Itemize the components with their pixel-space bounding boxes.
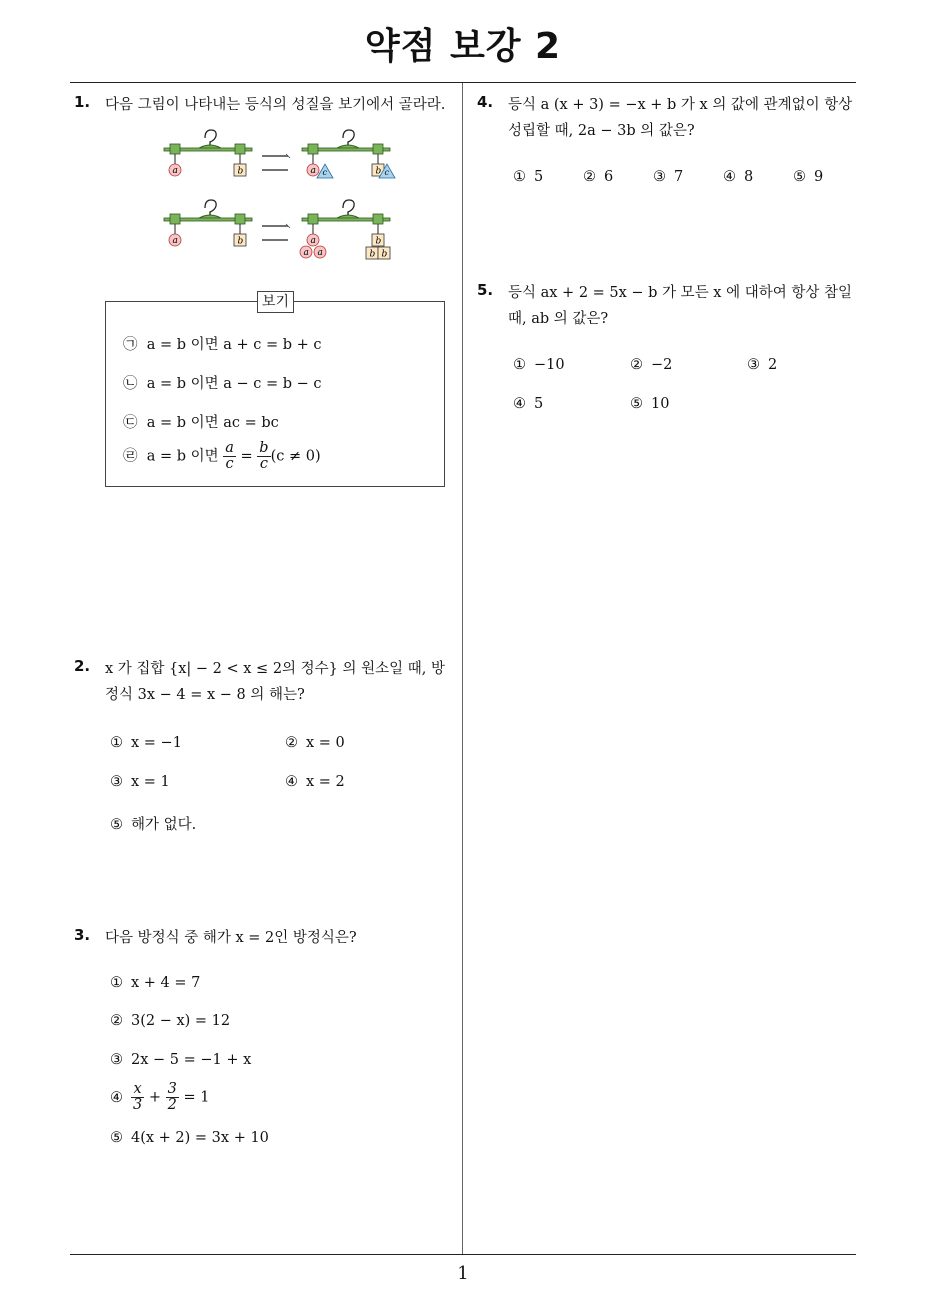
fraction: $\frac{a}{c}$ [225,440,234,472]
choice-text: 10 [651,396,670,412]
choice-3[interactable] [653,169,683,185]
choice-2[interactable] [110,1013,230,1029]
question-text: 때, ab 의 값은? [508,311,609,327]
choice-text: 2 [768,357,778,373]
choice-1[interactable] [110,975,200,991]
choice-mark: ③ [653,169,666,185]
choice-mark: ⑤ [630,396,643,412]
column-divider [462,83,463,1254]
question-text: x 가 집합 {x| − 2 < x ≤ 2의 정수} 의 원소일 때, 방 [105,661,445,677]
choice-text: x = −1 [131,735,182,751]
choice-mark: ④ [110,1089,123,1106]
page-number: 1 [457,1263,469,1284]
choice-mark: ② [583,169,596,185]
weight-b-label: b [381,249,388,260]
equals-sign: = [240,448,253,465]
choice-2[interactable] [285,735,345,751]
question-text: 성립할 때, 2a − 3b 의 값은? [508,123,695,139]
bogi-item [123,411,279,432]
choice-1[interactable] [110,735,182,751]
item-mark: ㉢ [123,415,138,431]
page-title: 약점 보강 2 [364,26,562,67]
choice-text: 5 [534,169,544,185]
fraction: $\frac{3}{2}$ [167,1081,177,1113]
choice-4[interactable] [723,169,753,185]
choice-mark: ① [513,357,526,373]
choice-2[interactable] [630,357,672,373]
question-text: 등식 a (x + 3) = −x + b 가 x 의 값에 관계없이 항상 [508,97,853,113]
item-mark: ㉠ [123,337,138,353]
item-mark: ㉣ [123,448,138,465]
weight-a-label: a [172,166,178,176]
weight-b-label: b [237,236,244,247]
weight-b-label: b [369,249,376,260]
choice-2[interactable] [583,169,613,185]
weight-c-label: c [322,168,327,177]
balance-figure [160,124,400,266]
question-text: 등식 ax + 2 = 5x − b 가 모든 x 에 대하여 항상 참일 [508,285,852,301]
item-text: a = b 이면 [146,448,219,465]
header-rule [70,82,856,83]
choice-text: = 1 [183,1089,210,1106]
choice-4[interactable] [110,1082,209,1113]
question-number: 4. [477,93,494,111]
question-number: 3. [74,926,91,944]
choice-1[interactable] [513,169,543,185]
choice-text: 4(x + 2) = 3x + 10 [131,1130,269,1146]
weight-b-label: b [375,166,382,177]
item-text: a = b 이면 ac = bc [146,415,279,431]
choice-mark: ③ [747,357,760,373]
item-text: (c ≠ 0) [270,448,321,465]
weight-a-label: a [303,248,309,258]
choice-text: x = 2 [306,774,345,790]
choice-mark: ④ [723,169,736,185]
question-number: 1. [74,93,91,111]
choice-mark: ② [630,357,643,373]
choice-5[interactable] [630,396,669,412]
choice-5[interactable] [793,169,823,185]
choice-text: 3(2 − x) = 12 [131,1013,231,1029]
weight-b-label: b [375,236,382,247]
choice-text: 5 [534,396,544,412]
choice-4[interactable] [513,396,543,412]
question-number: 2. [74,657,91,675]
choice-mark: ⑤ [110,817,123,833]
choice-5[interactable] [110,813,196,834]
bogi-item [123,333,322,354]
hanger-icon [164,130,252,164]
choice-text: −10 [534,357,565,373]
choice-text: x + 4 = 7 [131,975,201,991]
footer-rule [70,1254,856,1255]
weight-a-label: a [172,236,178,246]
choice-mark: ② [110,1013,123,1029]
bogi-title: 보기 [257,291,294,313]
plus-sign: + [148,1089,161,1106]
choice-text: 6 [604,169,614,185]
weight-a-label: a [317,248,323,258]
choice-3[interactable] [110,774,170,790]
question-number: 5. [477,281,494,299]
weight-b-label: b [237,166,244,177]
choice-mark: ① [110,975,123,991]
weight-c-label: c [384,168,389,177]
choice-text: −2 [651,357,673,373]
choice-5[interactable] [110,1130,269,1146]
choice-text: 7 [674,169,684,185]
choice-text: x = 0 [306,735,345,751]
choice-mark: ③ [110,774,123,790]
choice-text: 2x − 5 = −1 + x [131,1052,252,1068]
choice-3[interactable] [110,1052,251,1068]
weight-a-label: a [310,236,316,246]
item-text: a = b 이면 a + c = b + c [146,337,322,353]
item-text: a = b 이면 a − c = b − c [146,376,322,392]
choice-mark: ② [285,735,298,751]
question-text: 다음 방정식 중 해가 x = 2인 방정식은? [105,930,357,946]
choice-text: 9 [814,169,824,185]
choice-mark: ⑤ [793,169,806,185]
choice-3[interactable] [747,357,777,373]
bogi-box [105,294,445,487]
choice-text: 해가 없다. [131,817,197,833]
choice-mark: ③ [110,1052,123,1068]
choice-4[interactable] [285,774,345,790]
bogi-item [123,372,322,393]
choice-text: 8 [744,169,754,185]
question-text: 다음 그림이 나타내는 등식의 성질을 보기에서 골라라. [105,97,446,113]
item-mark: ㉡ [123,376,138,392]
bogi-item [123,441,321,472]
choice-1[interactable] [513,357,565,373]
choice-mark: ① [513,169,526,185]
choice-mark: ④ [285,774,298,790]
fraction: $\frac{b}{c}$ [259,440,269,472]
choice-text: x = 1 [131,774,170,790]
choice-mark: ④ [513,396,526,412]
question-text: 정식 3x − 4 = x − 8 의 해는? [105,687,305,703]
choice-mark: ⑤ [110,1130,123,1146]
fraction: $\frac{x}{3}$ [133,1081,143,1113]
choice-mark: ① [110,735,123,751]
weight-a-label: a [310,166,316,176]
